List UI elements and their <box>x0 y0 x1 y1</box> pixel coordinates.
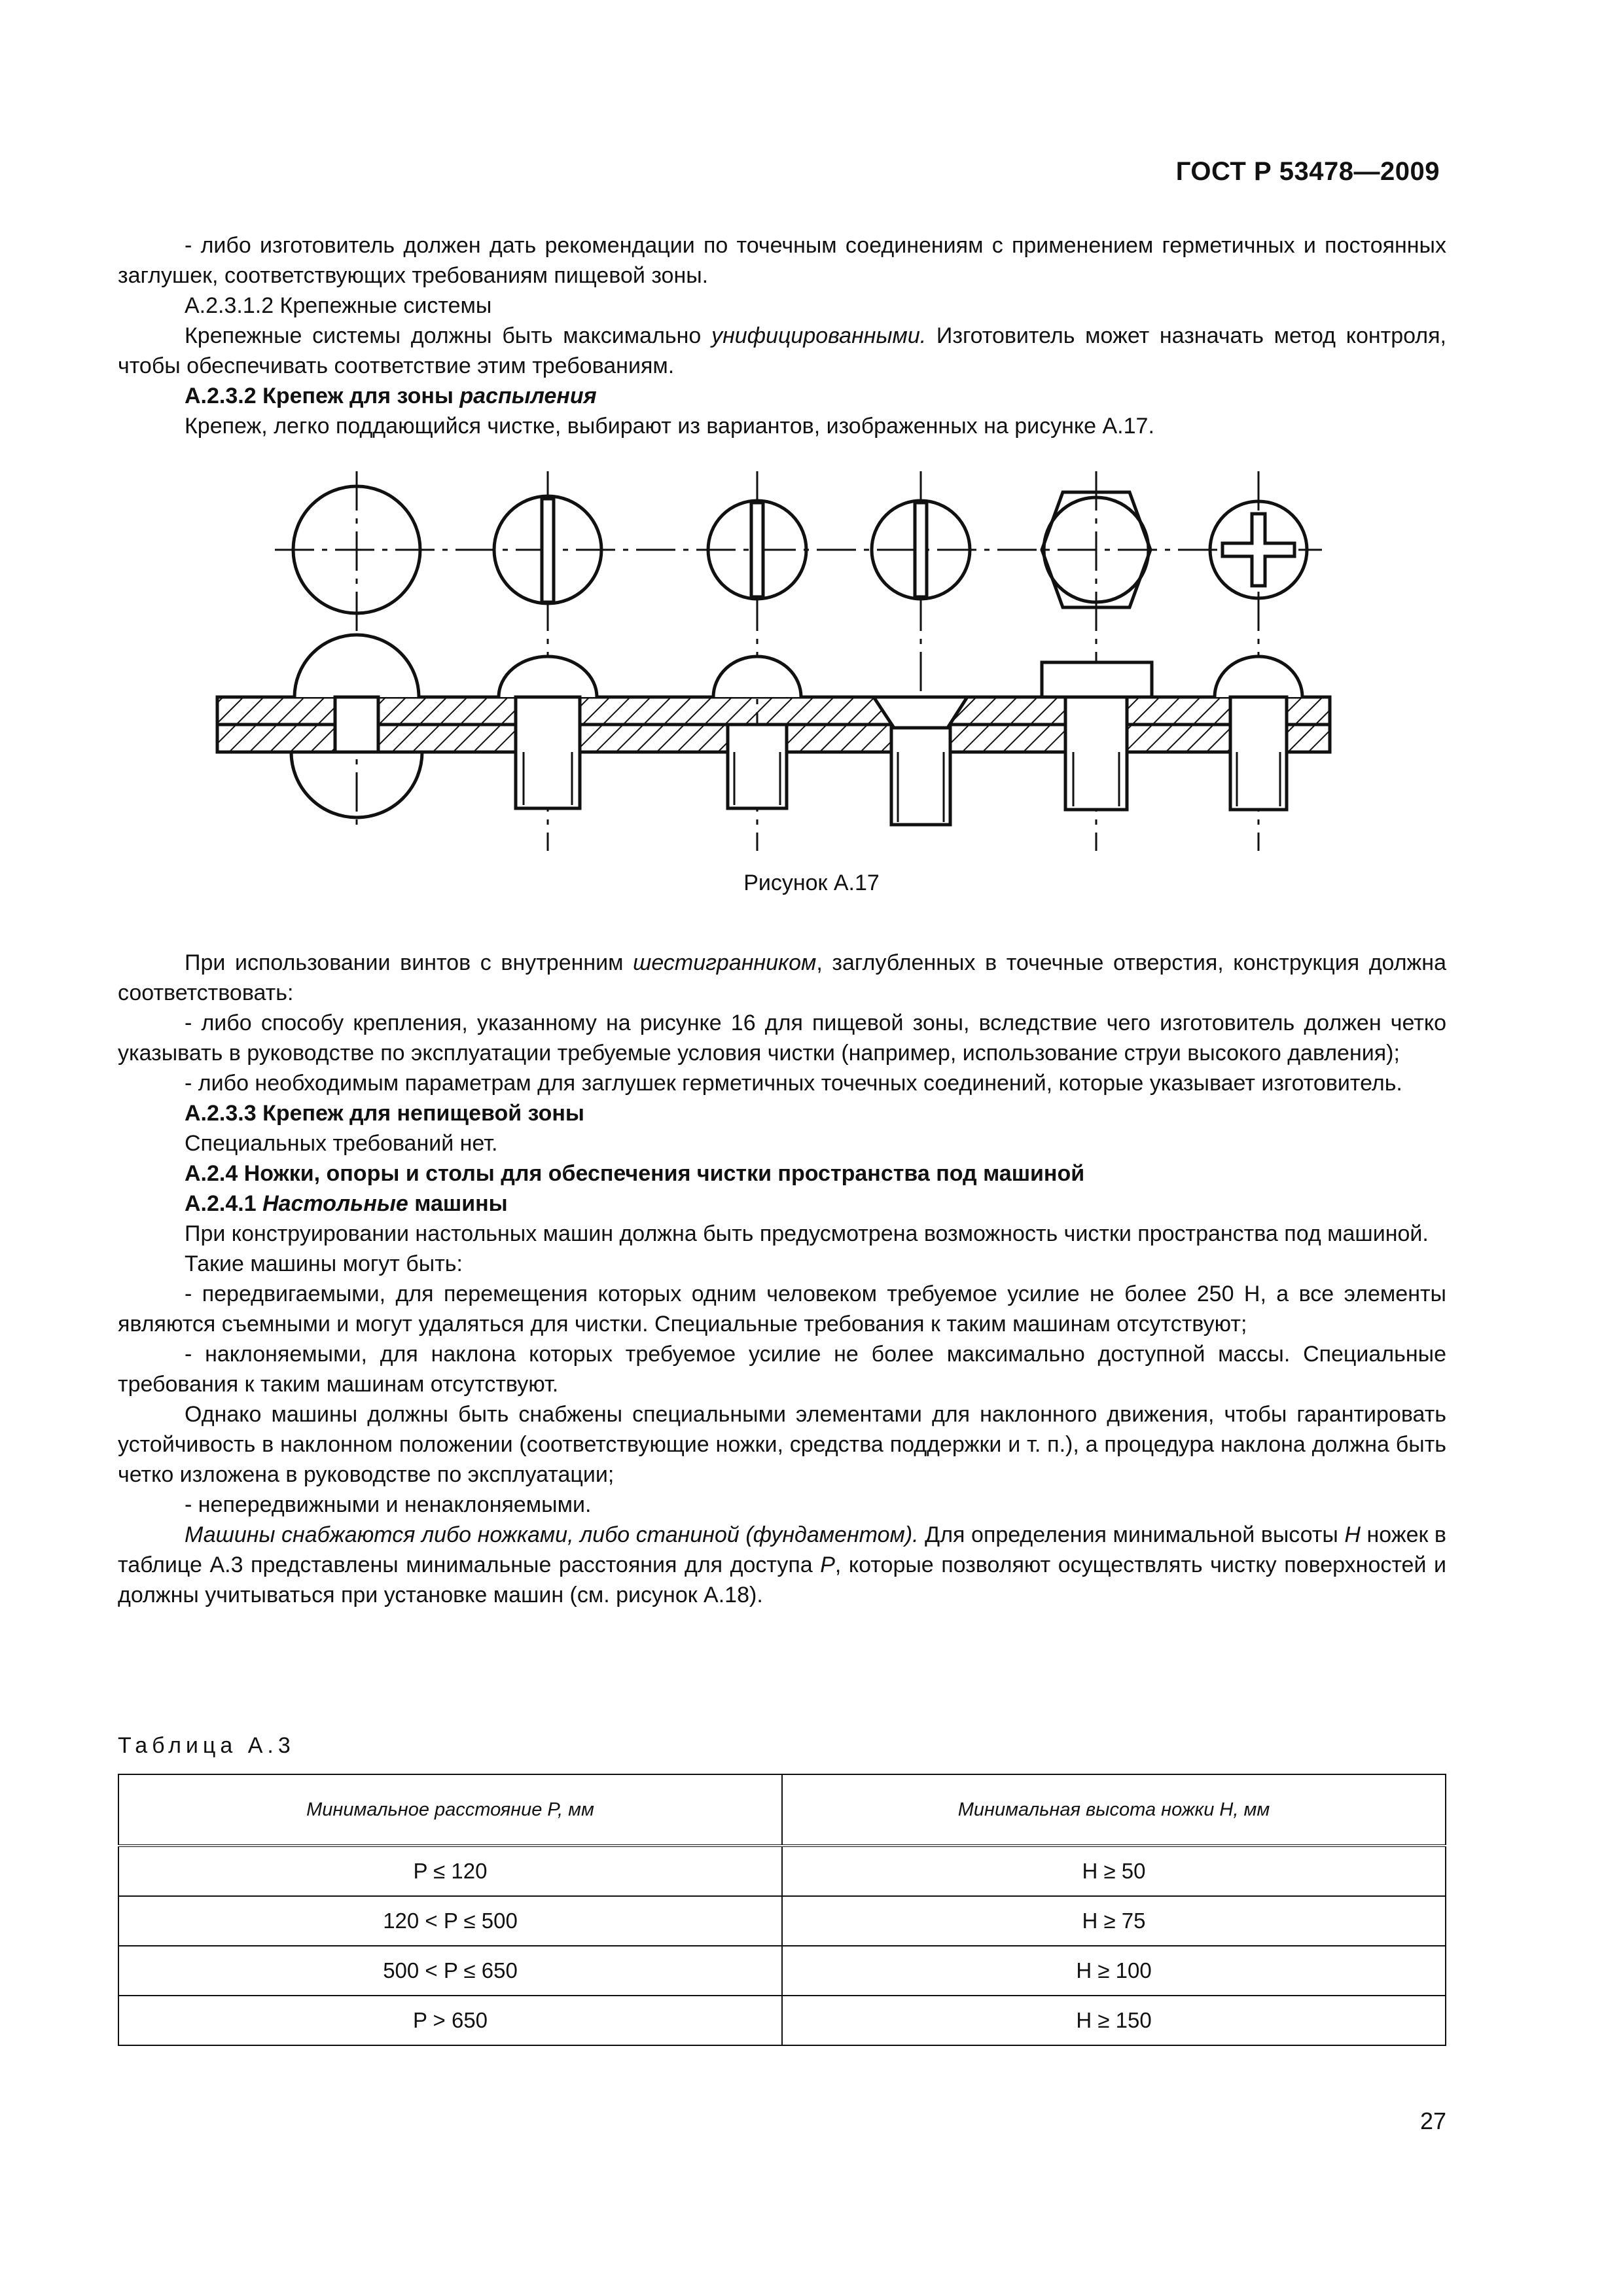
figure-caption: Рисунок А.17 <box>743 870 880 895</box>
table-row <box>118 1846 1446 1896</box>
table-cell: H ≥ 100 <box>782 1946 1446 1996</box>
paragraph: Такие машины могут быть: <box>185 1251 463 1276</box>
page-number: 27 <box>1419 2108 1446 2134</box>
column-header: Минимальная высота ножки H, мм <box>782 1774 1446 1846</box>
table-row <box>118 1896 1446 1946</box>
paragraph: Машины снабжаются либо ножками, либо станиной (фундаментом). Для определения минимальной высоты H ножек в таблице А.3 представлены минимальные расстояния для доступа P, которые позволяют осуществлять чистку поверхностей и должны учитываться при установке машин (см. рисунок А.18). <box>118 1522 1447 1607</box>
paragraph: - либо способу крепления, указанному на рисунке 16 для пищевой зоны, вследствие чего изготовитель должен четко указывать в руководстве по эксплуатации требуемые условия чистки (например, использование струи высокого давления); <box>118 1011 1446 1066</box>
paragraph: Специальных требований нет. <box>185 1131 498 1156</box>
figure-fasteners <box>196 458 1361 864</box>
data-table <box>118 1774 1446 2046</box>
table-cell: 120 < P ≤ 500 <box>118 1896 782 1946</box>
paragraph: - либо необходимым параметрам для заглушек герметичных точечных соединений, которые указывает изготовитель. <box>185 1071 1402 1096</box>
section-heading: А.2.4 Ножки, опоры и столы для обеспечения чистки пространства под машиной <box>185 1161 1085 1186</box>
table-row <box>118 1946 1446 1996</box>
paragraph: - непередвижными и ненаклоняемыми. <box>185 1492 592 1517</box>
table-row <box>118 1996 1446 2045</box>
paragraph: Крепежные системы должны быть максимально унифицированными. Изготовитель может назначать метод контроля, чтобы обеспечивать соответствие этим требованиям. <box>118 323 1446 378</box>
top-text-block <box>118 230 1446 441</box>
paragraph: При конструировании настольных машин должна быть предусмотрена возможность чистки пространства под машиной. <box>185 1221 1429 1246</box>
table-cell: H ≥ 150 <box>782 1996 1446 2045</box>
paragraph: Крепеж, легко поддающийся чистке, выбирают из вариантов, изображенных на рисунке А.17. <box>185 414 1154 439</box>
section-heading: А.2.3.2 Крепеж для зоны распыления <box>185 384 597 408</box>
paragraph: - наклоняемыми, для наклона которых требуемое усилие не более максимально доступной массы. Специальные требования к таким машинам отсутствуют. <box>118 1342 1446 1397</box>
column-header: Минимальное расстояние P, мм <box>118 1774 782 1846</box>
document-header: ГОСТ Р 53478—2009 <box>1175 157 1440 186</box>
paragraph: - передвигаемыми, для перемещения которых одним человеком требуемое усилие не более 250 Н, а все элементы являются съемными и могут удаляться для чистки. Специальные требования к таким машинам отсутствуют; <box>118 1282 1446 1336</box>
main-text-block <box>118 948 1446 1610</box>
table-cell: P ≤ 120 <box>118 1846 782 1896</box>
subsection-heading: А.2.3.1.2 Крепежные системы <box>185 293 492 318</box>
paragraph: Однако машины должны быть снабжены специальными элементами для наклонного движения, чтобы гарантировать устойчивость в наклонном положении (соответствующие ножки, средства поддержки и т. п.), а процедура наклона должна быть четко изложена в руководстве по эксплуатации; <box>118 1402 1446 1487</box>
table-cell: 500 < P ≤ 650 <box>118 1946 782 1996</box>
section-heading: А.2.4.1 Настольные машины <box>185 1191 508 1216</box>
table-cell: H ≥ 75 <box>782 1896 1446 1946</box>
paragraph: - либо изготовитель должен дать рекомендации по точечным соединениям с применением герметичных и постоянных заглушек, соответствующих требованиям пищевой зоны. <box>118 233 1446 288</box>
table-cell: P > 650 <box>118 1996 782 2045</box>
table-cell: H ≥ 50 <box>782 1846 1446 1896</box>
section-heading: А.2.3.3 Крепеж для непищевой зоны <box>185 1101 584 1126</box>
table-caption: Таблица А.3 <box>118 1733 295 1758</box>
table-header-row <box>118 1774 1446 1846</box>
paragraph: При использовании винтов с внутренним шестигранником, заглубленных в точечные отверстия, конструкция должна соответствовать: <box>118 950 1446 1005</box>
